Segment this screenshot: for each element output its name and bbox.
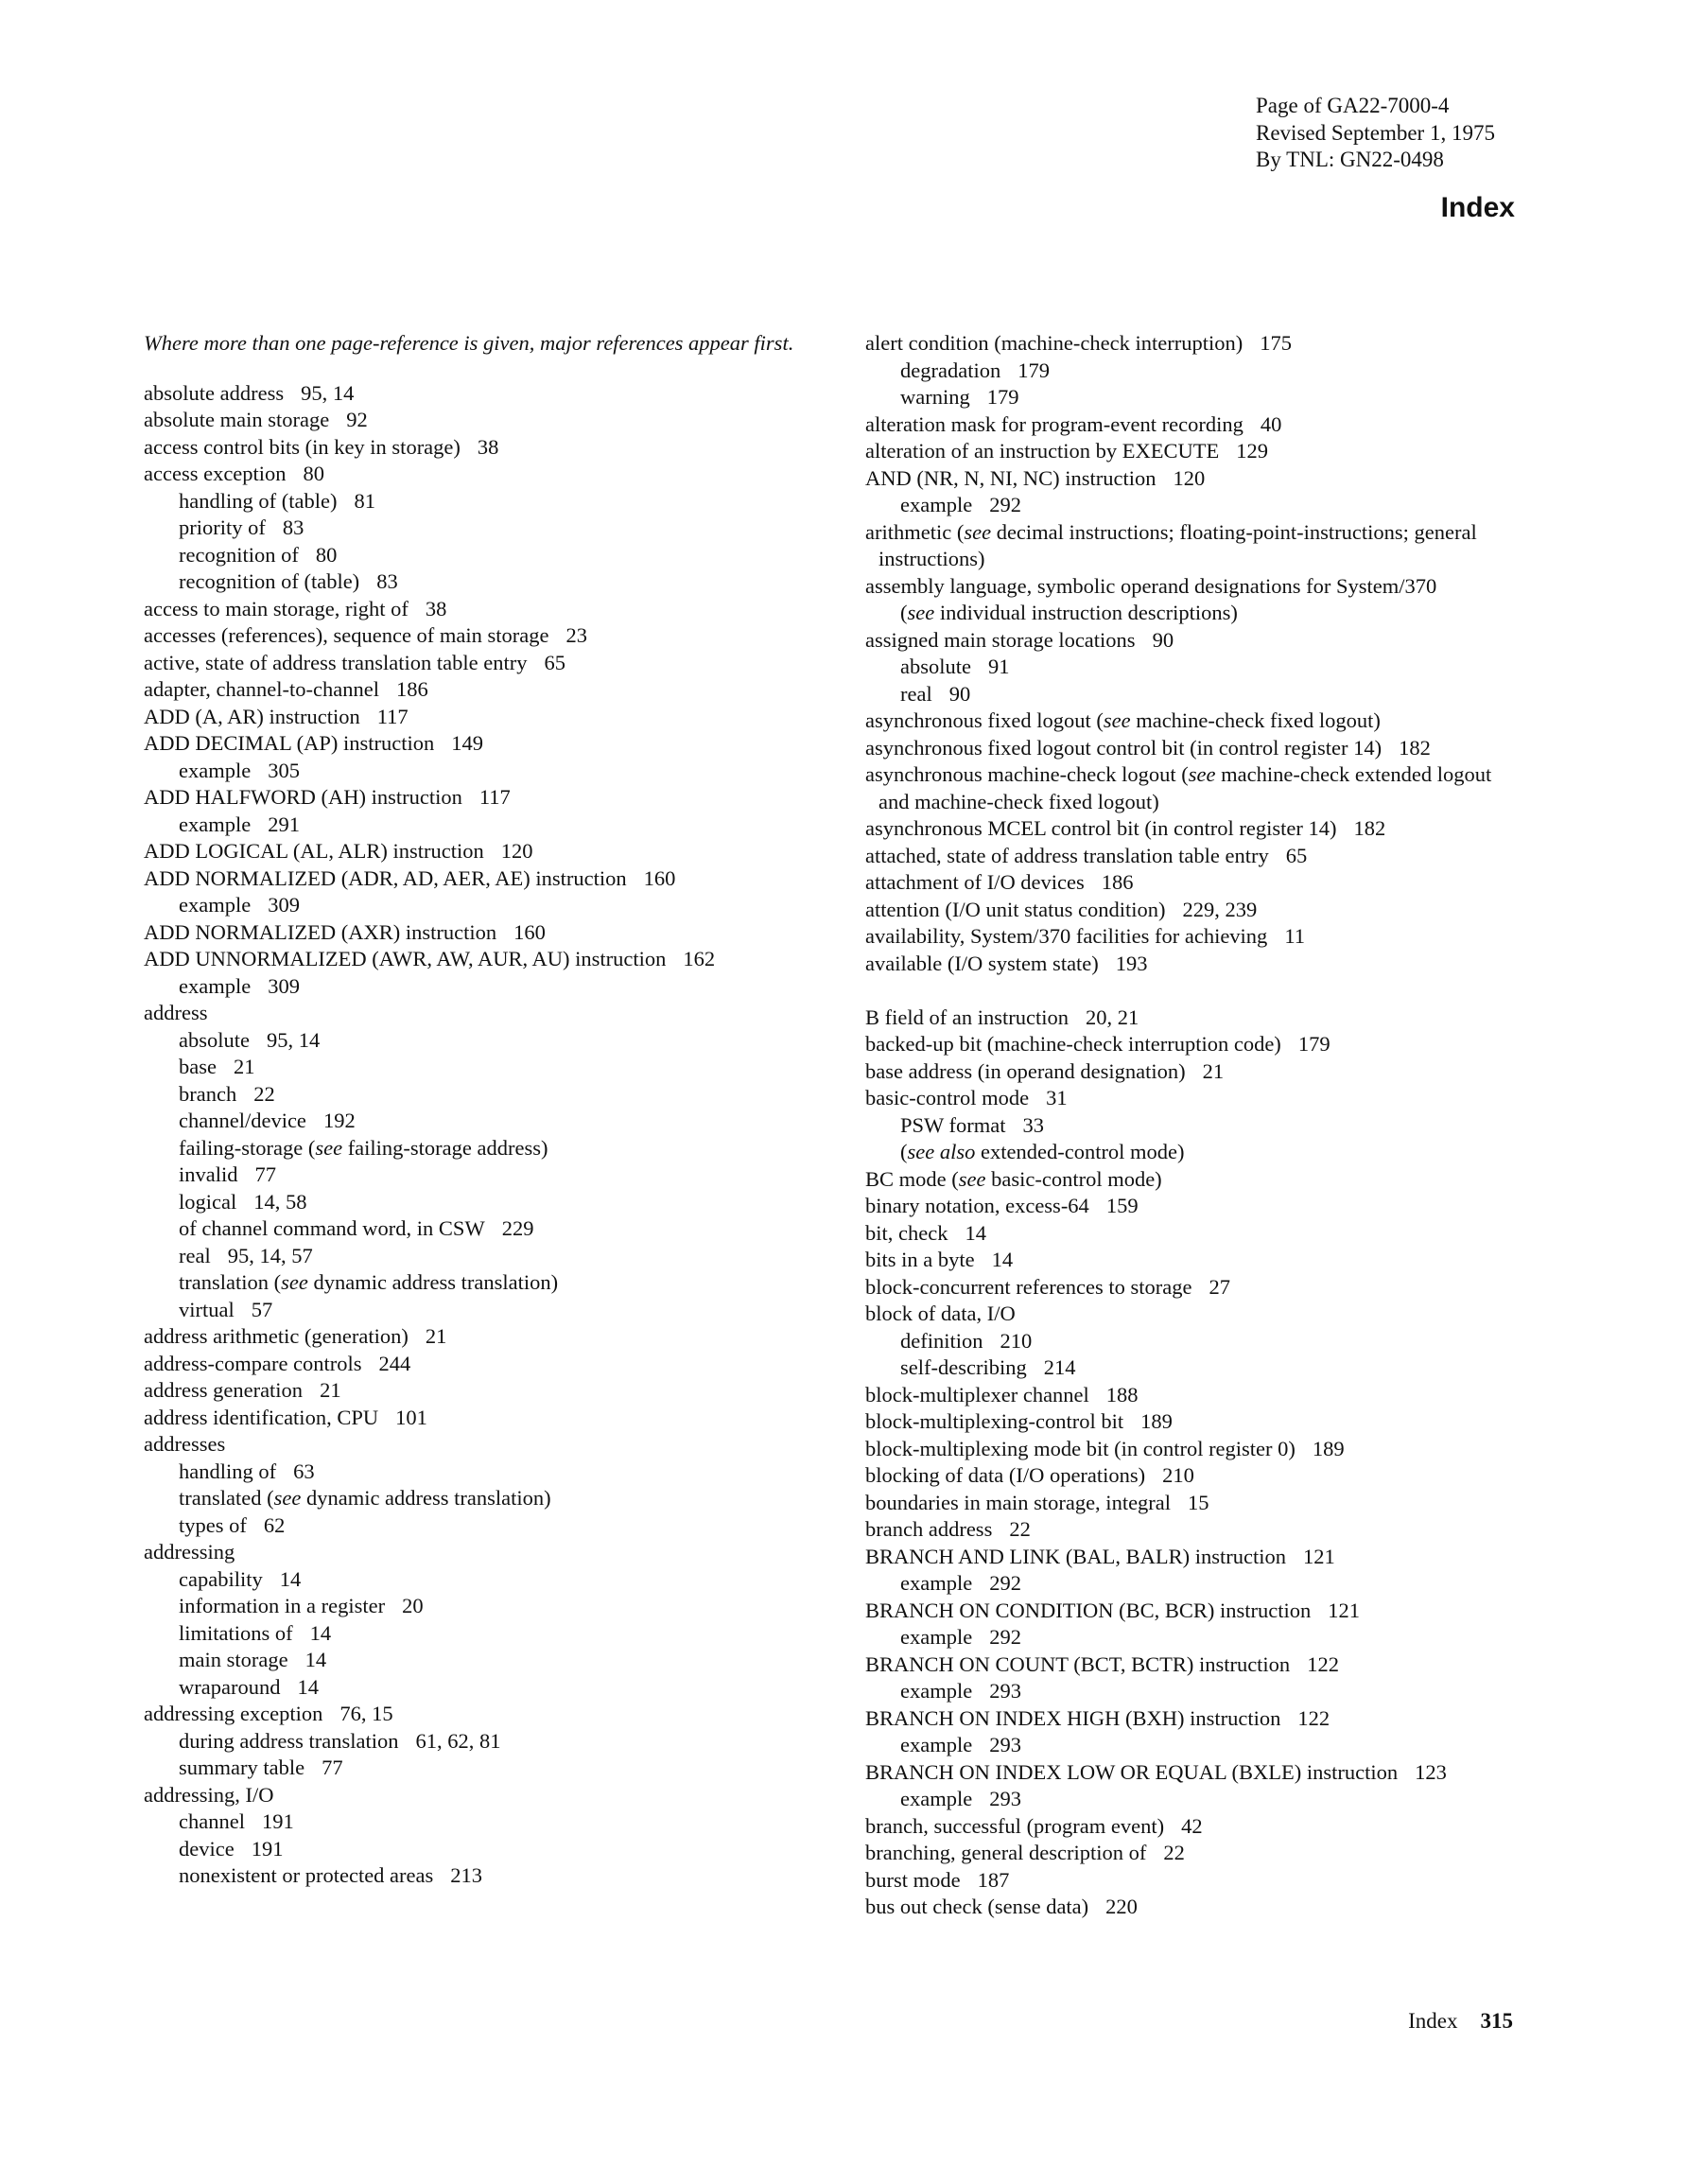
index-entry: B field of an instruction 20, 21 [865,1005,1139,1029]
index-entry: bit, check 14 [865,1220,986,1245]
index-subentry: warning 179 [900,385,1019,409]
index-subentry: channel/device 192 [179,1109,356,1132]
index-subentry: example 293 [900,1787,1021,1810]
index-entry: branch address 22 [865,1517,1031,1541]
index-entry: attachment of I/O devices 186 [865,870,1134,894]
index-entry: branching, general description of 22 [865,1841,1185,1864]
index-entry: absolute main storage 92 [144,408,368,431]
index-entry: BRANCH AND LINK (BAL, BALR) instruction 121 [865,1544,1335,1568]
index-entry: ADD UNNORMALIZED (AWR, AW, AUR, AU) instruction 162 [144,947,716,970]
index-entry: BC mode (see basic-control mode) [865,1166,1162,1191]
index-subentry: information in a register 20 [179,1594,424,1617]
index-subentry: priority of 83 [179,515,304,539]
index-subentry: branch 22 [179,1081,275,1106]
index-entry: ADD NORMALIZED (ADR, AD, AER, AE) instruction 160 [144,865,676,890]
index-subentry: example 292 [900,1571,1021,1595]
index-subentry: absolute 91 [900,655,1010,678]
index-entry: BRANCH ON INDEX LOW OR EQUAL (BXLE) instruction 123 [865,1759,1447,1784]
index-entry: blocking of data (I/O operations) 210 [865,1463,1194,1487]
index-entry: access exception 80 [144,462,325,485]
index-entry: assigned main storage locations 90 [865,627,1174,652]
section-title: Index [1440,192,1515,223]
index-entry: addressing [144,1540,235,1564]
index-subentry: during address translation 61, 62, 81 [179,1728,501,1753]
letter-group-gap [865,977,1527,1005]
index-subentry: real 95, 14, 57 [179,1243,313,1267]
index-subentry: handling of (table) 81 [179,488,375,513]
index-entry: BRANCH ON CONDITION (BC, BCR) instruction 121 [865,1598,1361,1622]
index-subentry: example 293 [900,1679,1021,1703]
index-entry: branch, successful (program event) 42 [865,1813,1203,1838]
index-entry: addressing, I/O [144,1782,274,1807]
index-column-right [865,330,1527,1921]
index-entry: ADD NORMALIZED (AXR) instruction 160 [144,919,546,944]
index-subentry: real 90 [900,681,971,706]
index-entry: ADD HALFWORD (AH) instruction 117 [144,785,511,809]
index-subentry: definition 210 [900,1328,1033,1353]
index-subentry: translation (see dynamic address translation) [179,1270,559,1294]
index-entry: adapter, channel-to-channel 186 [144,677,428,701]
index-subentry: failing-storage (see failing-storage address) [179,1135,548,1160]
index-subentry: absolute 95, 14 [179,1027,321,1052]
index-entry: availability, System/370 facilities for achieving 11 [865,924,1305,948]
footer-label: Index [1408,2009,1458,2033]
index-entry: AND (NR, N, NI, NC) instruction 120 [865,465,1206,490]
index-subentry: channel 191 [179,1809,294,1833]
index-subentry: main storage 14 [179,1648,327,1671]
index-entry: burst mode 187 [865,1867,1010,1892]
index-entry: BRANCH ON COUNT (BCT, BCTR) instruction 122 [865,1651,1339,1676]
index-subentry: capability 14 [179,1566,302,1591]
index-subentry: recognition of (table) 83 [179,569,398,593]
index-entry: asynchronous fixed logout (see machine-check fixed logout) [865,708,1381,732]
index-subentry: logical 14, 58 [179,1189,307,1214]
index-entry: access to main storage, right of 38 [144,596,447,620]
index-subentry: example 292 [900,493,1021,516]
page-footer [1408,2009,1513,2034]
index-entry: bus out check (sense data) 220 [865,1895,1138,1918]
index-column-left [144,330,825,1890]
index-entry: asynchronous machine-check logout (see machine-check extended logout and machine-check fixed logout) [865,762,1492,813]
index-entry: address identification, CPU 101 [144,1405,427,1429]
index-entry: block-multiplexing-control bit 189 [865,1409,1173,1433]
index-entry: asynchronous MCEL control bit (in control register 14) 182 [865,816,1386,840]
index-entry: ADD DECIMAL (AP) instruction 149 [144,731,484,755]
index-subentry: example 309 [179,893,300,917]
header-line-2: Revised September 1, 1975 [1256,120,1495,145]
index-entry: alteration of an instruction by EXECUTE 129 [865,439,1269,463]
index-entry: access control bits (in key in storage) 38 [144,434,499,459]
index-subentry: example 309 [179,973,300,998]
index-entry: alteration mask for program-event recording 40 [865,411,1282,436]
index-entry: arithmetic (see decimal instructions; floating-point-instructions; general instructions) [865,519,1477,570]
index-entry: accesses (references), sequence of main storage 23 [144,623,588,647]
index-entry: available (I/O system state) 193 [865,951,1148,975]
index-subentry: degradation 179 [900,358,1050,382]
index-entry: block-concurrent references to storage 27 [865,1274,1230,1299]
index-subentry: example 291 [179,812,300,836]
index-subentry: summary table 77 [179,1756,343,1779]
index-entry: attention (I/O unit status condition) 229, 239 [865,897,1258,921]
index-subentry: PSW format 33 [900,1112,1044,1137]
index-entry: address-compare controls 244 [144,1351,411,1375]
index-subentry: device 191 [179,1836,284,1861]
index-entry-continuation: (see individual instruction descriptions) [900,601,1238,624]
index-subentry: limitations of 14 [179,1620,332,1645]
page-header [1256,93,1495,174]
index-entry: address arithmetic (generation) 21 [144,1324,447,1348]
page-number: 315 [1480,2009,1513,2033]
index-entry: block-multiplexer channel 188 [865,1382,1139,1406]
index-entry: absolute address 95, 14 [144,380,355,405]
index-subentry: example 305 [179,758,300,782]
index-entry: addressing exception 76, 15 [144,1702,393,1725]
index-subentry: self-describing 214 [900,1355,1076,1379]
index-entry: block-multiplexing mode bit (in control register 0) 189 [865,1436,1345,1460]
index-entry: active, state of address translation table entry 65 [144,650,565,674]
intro-note: Where more than one page-reference is given, major references appear first. [144,331,794,355]
index-subentry: virtual 57 [179,1297,273,1321]
index-entry: BRANCH ON INDEX HIGH (BXH) instruction 122 [865,1705,1330,1730]
index-subentry: example 292 [900,1625,1021,1649]
index-subentry: base 21 [179,1055,255,1078]
index-entry: ADD (A, AR) instruction 117 [144,704,409,728]
index-entry: attached, state of address translation table entry 65 [865,843,1308,867]
index-subentry: nonexistent or protected areas 213 [179,1863,483,1887]
index-entry: address generation 21 [144,1378,341,1402]
index-entry: block of data, I/O [865,1302,1016,1325]
index-entry: asynchronous fixed logout control bit (in control register 14) 182 [865,735,1431,760]
index-entry: ADD LOGICAL (AL, ALR) instruction 120 [144,839,533,863]
index-subentry: of channel command word, in CSW 229 [179,1216,534,1240]
index-subentry: wraparound 14 [179,1674,319,1699]
index-subentry: (see also extended-control mode) [900,1140,1185,1163]
index-entry: address [144,1001,208,1024]
index-entry: addresses [144,1432,226,1456]
index-entry: base address (in operand designation) 21 [865,1058,1225,1083]
index-subentry: translated (see dynamic address translation) [179,1486,551,1510]
index-subentry: invalid 77 [179,1162,276,1186]
index-entry: backed-up bit (machine-check interruption code) 179 [865,1032,1330,1056]
index-entry: alert condition (machine-check interruption) 175 [865,331,1292,355]
index-subentry: handling of 63 [179,1459,315,1483]
index-entry: basic-control mode 31 [865,1086,1068,1109]
header-line-1: Page of GA22-7000-4 [1256,94,1450,117]
index-entry: boundaries in main storage, integral 15 [865,1490,1209,1514]
index-subentry: types of 62 [179,1512,286,1537]
index-subentry: recognition of 80 [179,542,338,567]
index-entry: binary notation, excess-64 159 [865,1194,1139,1217]
index-entry: assembly language, symbolic operand designations for System/370 [865,573,1437,598]
header-line-3: By TNL: GN22-0498 [1256,148,1444,171]
index-entry: bits in a byte 14 [865,1248,1014,1271]
index-subentry: example 293 [900,1733,1021,1756]
